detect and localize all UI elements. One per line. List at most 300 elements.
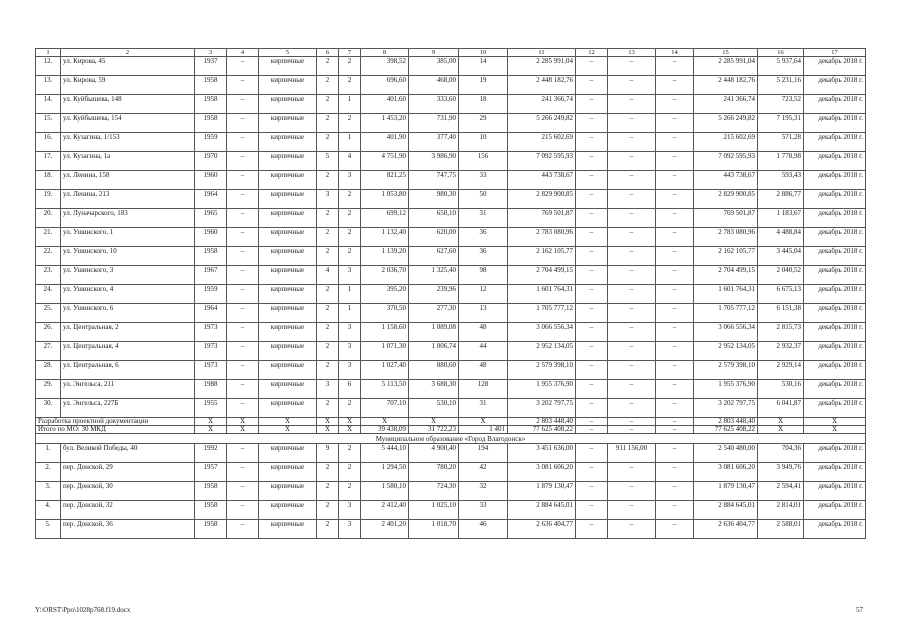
total-area-cell: 4 751,90 <box>361 152 409 171</box>
column-number-2: 2 <box>61 49 195 57</box>
local-budget-cost-cell: – <box>656 133 694 152</box>
row-number-cell: 13. <box>36 76 61 95</box>
regional-budget-cost-cell: – <box>608 426 656 434</box>
planned-completion-cell: X <box>804 418 866 426</box>
commissioning-year-cell: X <box>227 418 259 426</box>
entrances-cell: 2 <box>339 482 361 501</box>
residents-cell: 36 <box>459 228 508 247</box>
owners-cost-cell: 77 625 408,22 <box>694 426 758 434</box>
entrances-cell: X <box>339 426 361 434</box>
local-budget-cost-cell: – <box>656 418 694 426</box>
owners-cost-cell: 215 602,69 <box>694 133 758 152</box>
construction-year-cell: 1958 <box>195 482 227 501</box>
regional-budget-cost-cell: – <box>608 399 656 418</box>
total-cost-cell: 769 501,87 <box>508 209 576 228</box>
address-cell: ул. Центральная, 6 <box>61 361 195 380</box>
owners-cost-cell: 7 092 595,93 <box>694 152 758 171</box>
total-area-cell: 398,52 <box>361 57 409 76</box>
total-cost-cell: 77 625 408,22 <box>508 426 576 434</box>
residents-cell: 12 <box>459 285 508 304</box>
cost-per-sqm-cell: 2 886,77 <box>758 190 804 209</box>
construction-year-cell: 1967 <box>195 266 227 285</box>
residential-area-cell: 747,75 <box>409 171 459 190</box>
commissioning-year-cell: – <box>227 342 259 361</box>
wall-material-cell: кирпичные <box>259 444 317 463</box>
floors-cell: 4 <box>317 266 339 285</box>
wall-material-cell: кирпичные <box>259 380 317 399</box>
fund-cost-cell: – <box>576 190 608 209</box>
wall-material-cell: X <box>259 418 317 426</box>
owners-cost-cell: 5 266 249,82 <box>694 114 758 133</box>
fund-cost-cell: – <box>576 323 608 342</box>
regional-budget-cost-cell: – <box>608 152 656 171</box>
floors-cell: 5 <box>317 152 339 171</box>
fund-cost-cell: – <box>576 285 608 304</box>
cost-per-sqm-cell: X <box>758 426 804 434</box>
fund-cost-cell: – <box>576 418 608 426</box>
table-row <box>36 304 866 323</box>
planned-completion-cell: декабрь 2018 г. <box>804 133 866 152</box>
entrances-cell: 2 <box>339 209 361 228</box>
floors-cell: 9 <box>317 444 339 463</box>
entrances-cell: 2 <box>339 76 361 95</box>
commissioning-year-cell: X <box>227 426 259 434</box>
column-number-10: 10 <box>459 49 508 57</box>
entrances-cell: 3 <box>339 361 361 380</box>
local-budget-cost-cell: – <box>656 114 694 133</box>
row-number-cell: 26. <box>36 323 61 342</box>
fund-cost-cell: – <box>576 444 608 463</box>
total-cost-cell: 7 092 595,93 <box>508 152 576 171</box>
total-cost-cell: 5 266 249,82 <box>508 114 576 133</box>
commissioning-year-cell: – <box>227 247 259 266</box>
column-number-row <box>36 49 866 57</box>
fund-cost-cell: – <box>576 380 608 399</box>
residents-cell: 10 <box>459 133 508 152</box>
floors-cell: 2 <box>317 133 339 152</box>
address-cell: ул. Луначарского, 183 <box>61 209 195 228</box>
total-cost-cell: 3 066 556,34 <box>508 323 576 342</box>
owners-cost-cell: 2 884 645,01 <box>694 501 758 520</box>
municipality-section-row <box>36 434 866 444</box>
cost-per-sqm-cell: 723,52 <box>758 95 804 114</box>
cost-per-sqm-cell: 2 932,37 <box>758 342 804 361</box>
total-area-cell: 395,20 <box>361 285 409 304</box>
cost-per-sqm-cell: 530,16 <box>758 380 804 399</box>
address-cell: ул. Кирова, 45 <box>61 57 195 76</box>
wall-material-cell: кирпичные <box>259 266 317 285</box>
local-budget-cost-cell: – <box>656 399 694 418</box>
floors-cell: 2 <box>317 399 339 418</box>
floors-cell: 2 <box>317 209 339 228</box>
cost-per-sqm-cell: 2 815,73 <box>758 323 804 342</box>
planned-completion-cell: декабрь 2018 г. <box>804 209 866 228</box>
construction-year-cell: 1959 <box>195 133 227 152</box>
total-area-cell: 370,50 <box>361 304 409 323</box>
floors-cell: 2 <box>317 76 339 95</box>
total-cost-cell: 1 705 777,12 <box>508 304 576 323</box>
local-budget-cost-cell: – <box>656 501 694 520</box>
owners-cost-cell: 2 803 448,40 <box>694 418 758 426</box>
floors-cell: 2 <box>317 171 339 190</box>
footer-file-path: Y:\ORST\Ppo\1028p768.f19.docx <box>35 606 131 614</box>
construction-year-cell: 1960 <box>195 171 227 190</box>
construction-year-cell: X <box>195 426 227 434</box>
total-cost-cell: 3 451 636,00 <box>508 444 576 463</box>
total-cost-cell: 443 738,67 <box>508 171 576 190</box>
commissioning-year-cell: – <box>227 482 259 501</box>
commissioning-year-cell: – <box>227 323 259 342</box>
residential-area-cell: 333,60 <box>409 95 459 114</box>
total-cost-cell: 2 285 991,04 <box>508 57 576 76</box>
construction-year-cell: 1973 <box>195 323 227 342</box>
residential-area-cell: 385,00 <box>409 57 459 76</box>
entrances-cell: 2 <box>339 57 361 76</box>
regional-budget-cost-cell: – <box>608 482 656 501</box>
total-cost-cell: 2 162 105,77 <box>508 247 576 266</box>
total-area-cell: 2 412,40 <box>361 501 409 520</box>
owners-cost-cell: 2 783 080,96 <box>694 228 758 247</box>
address-cell: пер. Донской, 30 <box>61 482 195 501</box>
residential-area-cell: 620,00 <box>409 228 459 247</box>
residential-area-cell: 4 900,40 <box>409 444 459 463</box>
entrances-cell: 3 <box>339 520 361 539</box>
owners-cost-cell: 3 066 556,34 <box>694 323 758 342</box>
owners-cost-cell: 3 081 606,20 <box>694 463 758 482</box>
local-budget-cost-cell: – <box>656 304 694 323</box>
residents-cell: 36 <box>459 247 508 266</box>
regional-budget-cost-cell: – <box>608 190 656 209</box>
planned-completion-cell: декабрь 2018 г. <box>804 190 866 209</box>
residential-area-cell: 1 089,08 <box>409 323 459 342</box>
entrances-cell: 1 <box>339 95 361 114</box>
total-area-cell: 1 132,40 <box>361 228 409 247</box>
owners-cost-cell: 1 879 130,47 <box>694 482 758 501</box>
residential-area-cell: 377,40 <box>409 133 459 152</box>
residential-area-cell: 239,96 <box>409 285 459 304</box>
total-cost-cell: 1 879 130,47 <box>508 482 576 501</box>
address-cell: ул. Ушинского, 6 <box>61 304 195 323</box>
floors-cell: 2 <box>317 501 339 520</box>
commissioning-year-cell: – <box>227 399 259 418</box>
commissioning-year-cell: – <box>227 380 259 399</box>
row-number-cell: 3. <box>36 482 61 501</box>
commissioning-year-cell: – <box>227 266 259 285</box>
cost-per-sqm-cell: 704,36 <box>758 444 804 463</box>
regional-budget-cost-cell: – <box>608 114 656 133</box>
commissioning-year-cell: – <box>227 190 259 209</box>
column-number-15: 15 <box>694 49 758 57</box>
construction-year-cell: 1955 <box>195 399 227 418</box>
total-area-cell: 401,90 <box>361 133 409 152</box>
column-number-14: 14 <box>656 49 694 57</box>
cost-per-sqm-cell: 3 949,76 <box>758 463 804 482</box>
floors-cell: 2 <box>317 520 339 539</box>
entrances-cell: 3 <box>339 171 361 190</box>
entrances-cell: 3 <box>339 323 361 342</box>
local-budget-cost-cell: – <box>656 463 694 482</box>
floors-cell: 2 <box>317 95 339 114</box>
residents-cell: 19 <box>459 76 508 95</box>
planned-completion-cell: декабрь 2018 г. <box>804 152 866 171</box>
floors-cell: 2 <box>317 361 339 380</box>
planned-completion-cell: декабрь 2018 г. <box>804 501 866 520</box>
address-cell: пер. Донской, 32 <box>61 501 195 520</box>
owners-cost-cell: 2 540 480,00 <box>694 444 758 463</box>
construction-year-cell: 1958 <box>195 247 227 266</box>
planned-completion-cell: декабрь 2018 г. <box>804 380 866 399</box>
table-row <box>36 209 866 228</box>
row-number-cell: 4. <box>36 501 61 520</box>
entrances-cell: 2 <box>339 190 361 209</box>
cost-per-sqm-cell: 6 041,87 <box>758 399 804 418</box>
residential-area-cell: 1 025,10 <box>409 501 459 520</box>
total-area-cell: 2 401,20 <box>361 520 409 539</box>
residents-cell: 50 <box>459 190 508 209</box>
floors-cell: 3 <box>317 380 339 399</box>
wall-material-cell: кирпичные <box>259 114 317 133</box>
owners-cost-cell: 2 579 398,10 <box>694 361 758 380</box>
regional-budget-cost-cell: – <box>608 209 656 228</box>
cost-per-sqm-cell: 5 937,64 <box>758 57 804 76</box>
table-row <box>36 444 866 463</box>
commissioning-year-cell: – <box>227 209 259 228</box>
residential-area-cell: 277,30 <box>409 304 459 323</box>
planned-completion-cell: декабрь 2018 г. <box>804 114 866 133</box>
construction-year-cell: 1958 <box>195 520 227 539</box>
wall-material-cell: кирпичные <box>259 209 317 228</box>
table-row <box>36 171 866 190</box>
commissioning-year-cell: – <box>227 171 259 190</box>
column-number-8: 8 <box>361 49 409 57</box>
floors-cell: 2 <box>317 463 339 482</box>
residential-area-cell: 530,10 <box>409 399 459 418</box>
column-number-13: 13 <box>608 49 656 57</box>
owners-cost-cell: 241 366,74 <box>694 95 758 114</box>
wall-material-cell: кирпичные <box>259 190 317 209</box>
column-number-1: 1 <box>36 49 61 57</box>
total-cost-cell: 3 202 797,75 <box>508 399 576 418</box>
fund-cost-cell: – <box>576 501 608 520</box>
wall-material-cell: кирпичные <box>259 247 317 266</box>
residential-area-cell: 627,60 <box>409 247 459 266</box>
planned-completion-cell: декабрь 2018 г. <box>804 76 866 95</box>
planned-completion-cell: декабрь 2018 г. <box>804 520 866 539</box>
residential-area-cell: 980,30 <box>409 190 459 209</box>
wall-material-cell: кирпичные <box>259 501 317 520</box>
planned-completion-cell: декабрь 2018 г. <box>804 361 866 380</box>
apartment-buildings-table <box>35 48 866 539</box>
cost-per-sqm-cell: 5 231,16 <box>758 76 804 95</box>
wall-material-cell: кирпичные <box>259 133 317 152</box>
entrances-cell: 1 <box>339 133 361 152</box>
local-budget-cost-cell: – <box>656 171 694 190</box>
planned-completion-cell: декабрь 2018 г. <box>804 57 866 76</box>
regional-budget-cost-cell: – <box>608 380 656 399</box>
cost-per-sqm-cell: 2 929,14 <box>758 361 804 380</box>
commissioning-year-cell: – <box>227 520 259 539</box>
local-budget-cost-cell: – <box>656 342 694 361</box>
cost-per-sqm-cell: 4 488,84 <box>758 228 804 247</box>
column-number-12: 12 <box>576 49 608 57</box>
fund-cost-cell: – <box>576 361 608 380</box>
owners-cost-cell: 1 705 777,12 <box>694 304 758 323</box>
wall-material-cell: кирпичные <box>259 342 317 361</box>
cost-per-sqm-cell: 7 195,31 <box>758 114 804 133</box>
entrances-cell: 2 <box>339 399 361 418</box>
cost-per-sqm-cell: 2 588,01 <box>758 520 804 539</box>
residential-area-cell: 31 722,23 <box>409 426 459 434</box>
total-area-cell: 1 139,20 <box>361 247 409 266</box>
address-cell: ул. Ушинского, 4 <box>61 285 195 304</box>
owners-cost-cell: 443 738,67 <box>694 171 758 190</box>
table-row <box>36 190 866 209</box>
local-budget-cost-cell: – <box>656 482 694 501</box>
wall-material-cell: кирпичные <box>259 323 317 342</box>
regional-budget-cost-cell: – <box>608 266 656 285</box>
local-budget-cost-cell: – <box>656 190 694 209</box>
construction-year-cell: 1988 <box>195 380 227 399</box>
fund-cost-cell: – <box>576 57 608 76</box>
total-cost-cell: 2 579 398,10 <box>508 361 576 380</box>
floors-cell: X <box>317 418 339 426</box>
regional-budget-cost-cell: – <box>608 285 656 304</box>
residents-cell: 33 <box>459 171 508 190</box>
construction-year-cell: 1960 <box>195 228 227 247</box>
planned-completion-cell: декабрь 2018 г. <box>804 342 866 361</box>
fund-cost-cell: – <box>576 209 608 228</box>
local-budget-cost-cell: – <box>656 444 694 463</box>
residential-area-cell: 3 688,30 <box>409 380 459 399</box>
row-number-cell: 27. <box>36 342 61 361</box>
column-number-16: 16 <box>758 49 804 57</box>
residents-cell: 31 <box>459 209 508 228</box>
regional-budget-cost-cell: – <box>608 57 656 76</box>
local-budget-cost-cell: – <box>656 323 694 342</box>
wall-material-cell: кирпичные <box>259 228 317 247</box>
design-documentation-row <box>36 418 866 426</box>
entrances-cell: 3 <box>339 501 361 520</box>
fund-cost-cell: – <box>576 482 608 501</box>
floors-cell: X <box>317 426 339 434</box>
address-cell: ул. Кирова, 59 <box>61 76 195 95</box>
commissioning-year-cell: – <box>227 285 259 304</box>
construction-year-cell: 1958 <box>195 76 227 95</box>
total-cost-cell: 3 081 606,20 <box>508 463 576 482</box>
cost-per-sqm-cell: 2 814,01 <box>758 501 804 520</box>
entrances-cell: 3 <box>339 342 361 361</box>
residents-cell: 98 <box>459 266 508 285</box>
total-cost-cell: 1 601 764,31 <box>508 285 576 304</box>
residents-cell: 156 <box>459 152 508 171</box>
table-row <box>36 247 866 266</box>
column-number-6: 6 <box>317 49 339 57</box>
table-row <box>36 152 866 171</box>
owners-cost-cell: 2 829 900,85 <box>694 190 758 209</box>
address-cell: ул. Ленина, 158 <box>61 171 195 190</box>
address-cell: пер. Донской, 36 <box>61 520 195 539</box>
regional-budget-cost-cell: – <box>608 361 656 380</box>
table-row <box>36 114 866 133</box>
residential-area-cell: 1 018,70 <box>409 520 459 539</box>
wall-material-cell: X <box>259 426 317 434</box>
commissioning-year-cell: – <box>227 444 259 463</box>
total-area-cell: 699,12 <box>361 209 409 228</box>
row-number-cell: 15. <box>36 114 61 133</box>
table-row <box>36 95 866 114</box>
total-cost-cell: 2 884 645,01 <box>508 501 576 520</box>
owners-cost-cell: 2 162 105,77 <box>694 247 758 266</box>
commissioning-year-cell: – <box>227 133 259 152</box>
address-cell: ул. Энгельса, 227Б <box>61 399 195 418</box>
column-number-17: 17 <box>804 49 866 57</box>
residents-cell: 48 <box>459 361 508 380</box>
construction-year-cell: 1964 <box>195 190 227 209</box>
row-number-cell: 2. <box>36 463 61 482</box>
entrances-cell: 3 <box>339 266 361 285</box>
planned-completion-cell: декабрь 2018 г. <box>804 323 866 342</box>
residents-cell: 31 <box>459 399 508 418</box>
fund-cost-cell: – <box>576 247 608 266</box>
address-cell: ул. Энгельса, 211 <box>61 380 195 399</box>
floors-cell: 2 <box>317 228 339 247</box>
planned-completion-cell: декабрь 2018 г. <box>804 304 866 323</box>
fund-cost-cell: – <box>576 426 608 434</box>
fund-cost-cell: – <box>576 228 608 247</box>
construction-year-cell: 1958 <box>195 95 227 114</box>
fund-cost-cell: – <box>576 133 608 152</box>
total-cost-cell: 241 366,74 <box>508 95 576 114</box>
wall-material-cell: кирпичные <box>259 463 317 482</box>
wall-material-cell: кирпичные <box>259 95 317 114</box>
local-budget-cost-cell: – <box>656 247 694 266</box>
row-number-cell: 19. <box>36 190 61 209</box>
regional-budget-cost-cell: – <box>608 501 656 520</box>
owners-cost-cell: 769 501,87 <box>694 209 758 228</box>
total-area-cell: 5 113,50 <box>361 380 409 399</box>
cost-per-sqm-cell: 3 445,04 <box>758 247 804 266</box>
owners-cost-cell: 2 636 404,77 <box>694 520 758 539</box>
table-row <box>36 323 866 342</box>
entrances-cell: 1 <box>339 304 361 323</box>
address-cell: бул. Великой Победы, 40 <box>61 444 195 463</box>
regional-budget-cost-cell: – <box>608 520 656 539</box>
total-area-cell: 2 036,70 <box>361 266 409 285</box>
total-cost-cell: 2 783 080,96 <box>508 228 576 247</box>
address-cell: ул. Куйбышева, 148 <box>61 95 195 114</box>
owners-cost-cell: 1 955 376,90 <box>694 380 758 399</box>
floors-cell: 2 <box>317 285 339 304</box>
construction-year-cell: 1957 <box>195 463 227 482</box>
wall-material-cell: кирпичные <box>259 152 317 171</box>
floors-cell: 2 <box>317 342 339 361</box>
row-number-cell: 18. <box>36 171 61 190</box>
planned-completion-cell: декабрь 2018 г. <box>804 228 866 247</box>
commissioning-year-cell: – <box>227 361 259 380</box>
residents-cell: 1 401 <box>459 426 508 434</box>
total-area-cell: 1 580,10 <box>361 482 409 501</box>
row-number-cell: 29. <box>36 380 61 399</box>
regional-budget-cost-cell: – <box>608 247 656 266</box>
municipality-total-row <box>36 426 866 434</box>
total-area-cell: 1 071,30 <box>361 342 409 361</box>
row-number-cell: 24. <box>36 285 61 304</box>
planned-completion-cell: декабрь 2018 г. <box>804 482 866 501</box>
local-budget-cost-cell: – <box>656 426 694 434</box>
total-area-cell: 401,60 <box>361 95 409 114</box>
floors-cell: 2 <box>317 114 339 133</box>
total-cost-cell: 2 952 134,05 <box>508 342 576 361</box>
